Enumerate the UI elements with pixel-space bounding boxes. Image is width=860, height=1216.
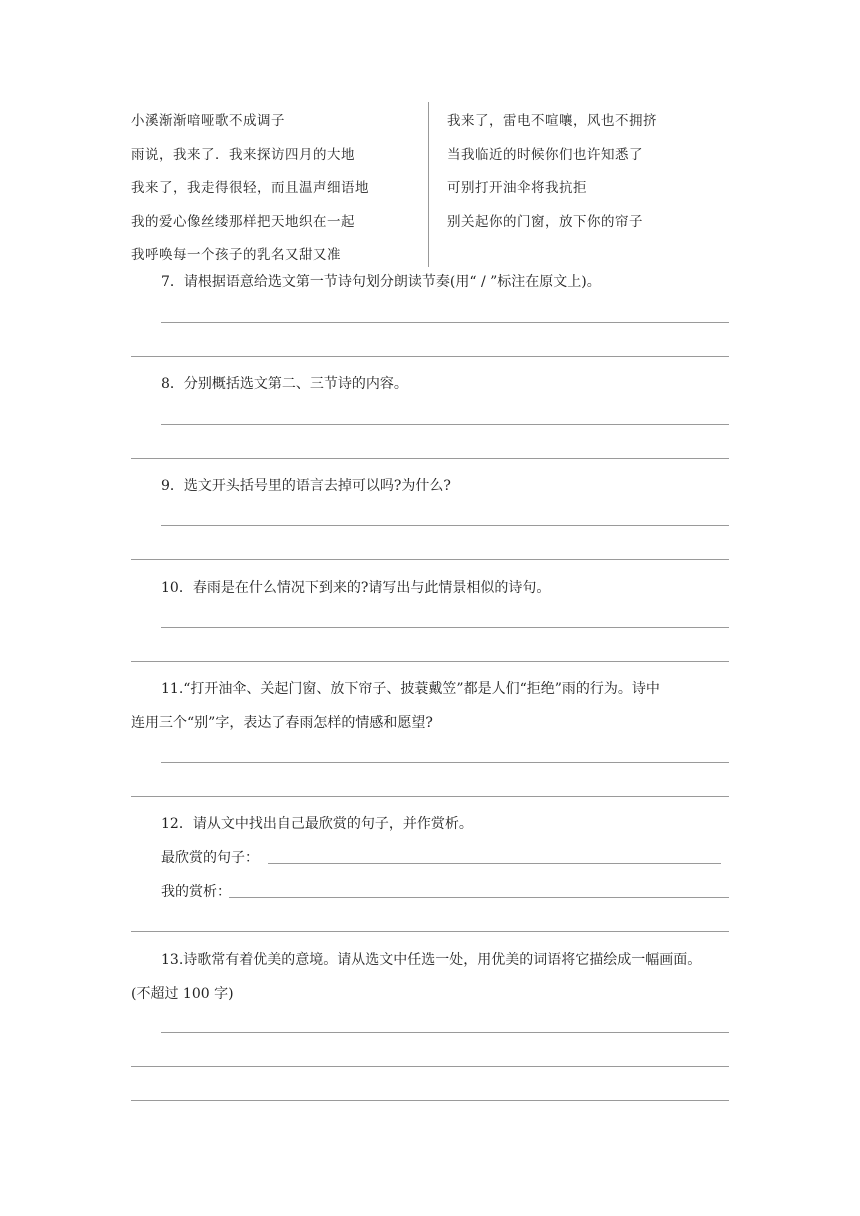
question-10: 10．春雨是在什么情况下到来的?请写出与此情景相似的诗句。 bbox=[161, 580, 551, 596]
answer-line[interactable] bbox=[161, 424, 729, 425]
question-13-line-1: 13.诗歌常有着优美的意境。请从选文中任选一处，用优美的词语将它描绘成一幅画面。 bbox=[161, 952, 702, 968]
answer-line[interactable] bbox=[131, 559, 729, 560]
question-8: 8．分别概括选文第二、三节诗的内容。 bbox=[161, 376, 408, 392]
poem-line: 当我临近的时候你们也许知悉了 bbox=[447, 146, 643, 163]
poem-line: 可别打开油伞将我抗拒 bbox=[447, 180, 587, 196]
question-12: 12．请从文中找出自己最欣赏的句子，并作赏析。 bbox=[161, 816, 473, 832]
poem-line: 我呼唤每一个孩子的乳名又甜又准 bbox=[131, 247, 341, 263]
answer-line[interactable] bbox=[131, 458, 729, 459]
answer-line[interactable] bbox=[161, 322, 729, 323]
answer-line[interactable] bbox=[161, 627, 729, 628]
answer-line[interactable] bbox=[131, 661, 729, 662]
answer-line[interactable] bbox=[131, 1100, 729, 1101]
poem-line: 别关起你的门窗，放下你的帘子 bbox=[447, 213, 643, 230]
question-13-line-2: (不超过 100 字) bbox=[131, 986, 234, 1002]
poem-line: 我的爱心像丝缕那样把天地织在一起 bbox=[131, 213, 355, 230]
favorite-sentence-field[interactable] bbox=[268, 863, 721, 864]
poem-left-column bbox=[131, 109, 369, 277]
answer-line[interactable] bbox=[161, 762, 729, 763]
analysis-field[interactable] bbox=[229, 897, 729, 898]
question-11-line-1: 11.“打开油伞、关起门窗、放下帘子、披蓑戴笠”都是人们“拒绝”雨的行为。诗中 bbox=[161, 681, 660, 697]
answer-line[interactable] bbox=[131, 796, 729, 797]
answer-line[interactable] bbox=[131, 356, 729, 357]
question-9: 9．选文开头括号里的语言去掉可以吗?为什么? bbox=[161, 478, 451, 494]
poem-line: 我来了，雷电不喧嚷，风也不拥挤 bbox=[447, 113, 657, 129]
answer-line[interactable] bbox=[161, 525, 729, 526]
answer-line[interactable] bbox=[131, 1066, 729, 1067]
answer-line[interactable] bbox=[131, 931, 729, 932]
poem-right-column bbox=[447, 109, 657, 243]
poem-line: 雨说，我来了．我来探访四月的大地 bbox=[131, 146, 355, 163]
analysis-label: 我的赏析： bbox=[161, 884, 231, 900]
poem-line: 我来了，我走得很轻，而且温声细语地 bbox=[131, 180, 369, 196]
question-11-line-2: 连用三个“别”字，表达了春雨怎样的情感和愿望? bbox=[131, 715, 433, 731]
poem-line: 小溪渐渐喑哑歌不成调子 bbox=[131, 113, 285, 129]
question-7: 7．请根据语意给选文第一节诗句划分朗读节奏(用“ / ”标注在原文上)。 bbox=[161, 274, 601, 290]
favorite-sentence-label: 最欣赏的句子： bbox=[161, 850, 259, 866]
answer-line[interactable] bbox=[161, 1032, 729, 1033]
column-divider bbox=[428, 102, 429, 267]
